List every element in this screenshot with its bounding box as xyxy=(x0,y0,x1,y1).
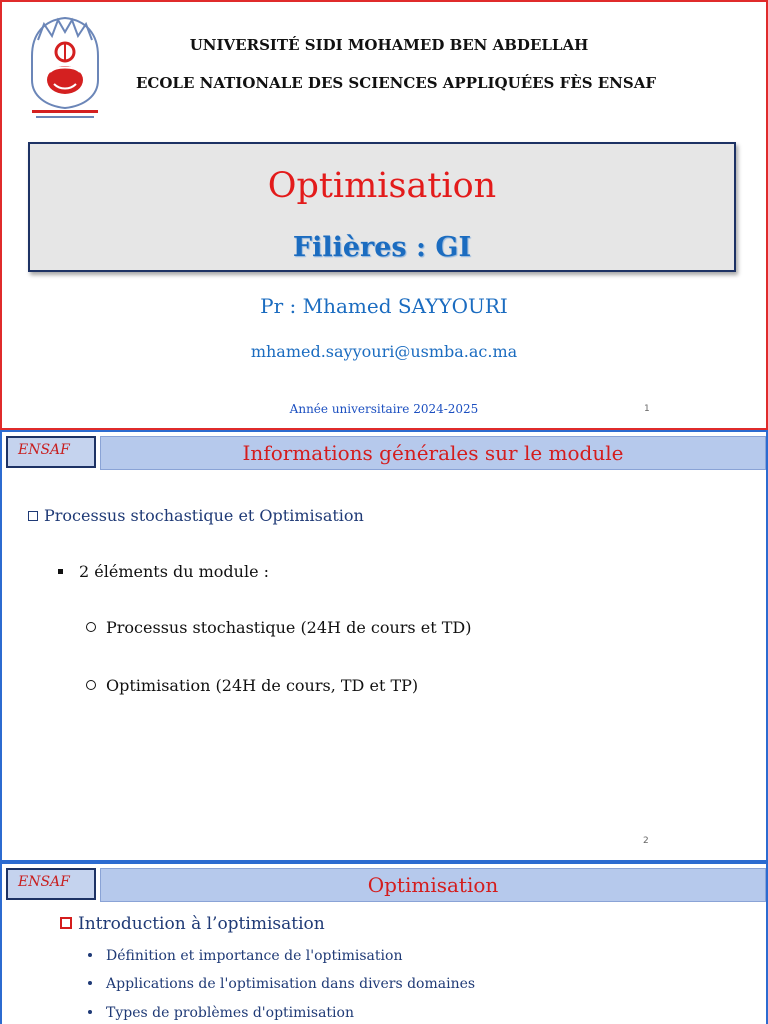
dot-bullet-icon xyxy=(88,953,92,957)
title-slide xyxy=(0,0,768,430)
list-item-label: Applications de l'optimisation dans divers domaines xyxy=(106,976,476,992)
content-slide xyxy=(0,862,768,1024)
professor-name: Pr : Mhamed SAYYOURI xyxy=(260,294,508,318)
university-crest-icon xyxy=(24,10,106,122)
list-item xyxy=(88,948,402,964)
sub-list-item-label: Processus stochastique (24H de cours et TD) xyxy=(106,618,472,637)
list-item xyxy=(88,976,475,992)
ensaf-tag: ENSAF xyxy=(6,868,96,900)
section-label: Introduction à l’optimisation xyxy=(78,914,325,934)
list-item xyxy=(58,562,269,581)
slide-header: Informations générales sur le module xyxy=(100,436,766,470)
list-item-label: 2 éléments du module : xyxy=(79,562,270,581)
section-heading xyxy=(28,506,364,525)
square-bullet-icon xyxy=(58,569,63,574)
circle-bullet-icon xyxy=(86,680,96,690)
title-box xyxy=(28,142,736,272)
circle-bullet-icon xyxy=(86,622,96,632)
school-name: ECOLE NATIONALE DES SCIENCES APPLIQUÉES FÈS ENSAF xyxy=(135,74,657,92)
professor-email: mhamed.sayyouri@usmba.ac.ma xyxy=(250,342,518,361)
section-heading xyxy=(60,914,325,934)
checkbox-bullet-icon xyxy=(28,511,38,521)
dot-bullet-icon xyxy=(88,1010,92,1014)
course-subtitle: Filières : GI xyxy=(292,232,472,263)
university-name: UNIVERSITÉ SIDI MOHAMED BEN ABDELLAH xyxy=(189,36,589,54)
course-title: Optimisation xyxy=(267,166,497,206)
slide-header: Optimisation xyxy=(100,868,766,902)
sub-list-item-label: Optimisation (24H de cours, TD et TP) xyxy=(106,676,419,695)
slide-number: 2 xyxy=(643,836,649,846)
slide-number: 1 xyxy=(644,404,650,414)
list-item-label: Définition et importance de l'optimisation xyxy=(106,948,403,964)
list-item-label: Types de problèmes d'optimisation xyxy=(106,1005,354,1021)
academic-year: Année universitaire 2024-2025 xyxy=(289,402,479,416)
section-label: Processus stochastique et Optimisation xyxy=(44,506,364,525)
sub-list-item xyxy=(86,676,418,695)
ensaf-tag: ENSAF xyxy=(6,436,96,468)
dot-bullet-icon xyxy=(88,981,92,985)
sub-list-item xyxy=(86,618,471,637)
info-slide xyxy=(0,430,768,862)
list-item xyxy=(88,1005,354,1021)
checkbox-bullet-icon xyxy=(60,917,72,929)
